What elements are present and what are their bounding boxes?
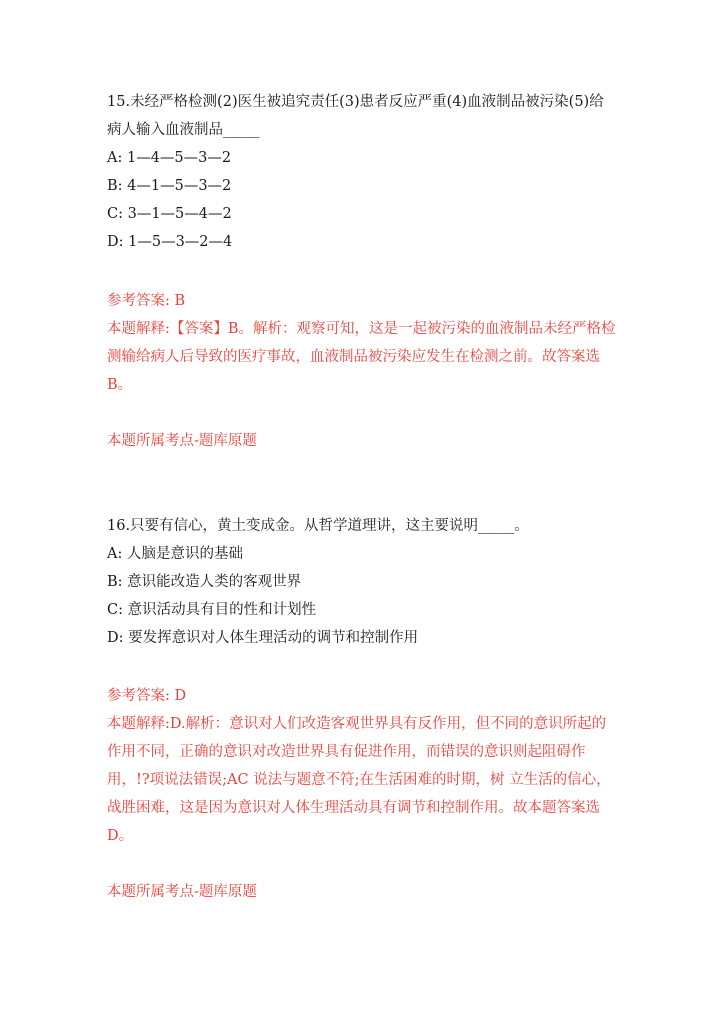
question-16-knowledge-block	[107, 878, 617, 906]
question-16-option-c: C: 意识活动具有目的性和计划性	[107, 602, 317, 618]
question-15-answer: 参考答案: B	[107, 293, 186, 309]
question-16-option-b: B: 意识能改造人类的客观世界	[107, 574, 302, 590]
question-15-stem: 15.未经严格检测(2)医生被追究责任(3)患者反应严重(4)血液制品被污染(5)给病人输入血液制品_____	[107, 94, 604, 138]
question-15-option-d: D: 1—5—3—2—4	[107, 234, 233, 250]
question-16-answer-block	[107, 682, 617, 850]
question-15-option-a: A: 1—4—5—3—2	[107, 150, 232, 166]
question-16-option-d: D: 要发挥意识对人体生理活动的调节和控制作用	[107, 630, 419, 646]
question-15-option-c: C: 3—1—5—4—2	[107, 206, 232, 222]
question-16-answer: 参考答案: D	[107, 688, 187, 704]
question-15-knowledge: 本题所属考点-题库原题	[107, 433, 257, 449]
question-15-knowledge-block	[107, 427, 617, 455]
question-16-explanation: 本题解释:D.解析：意识对人们改造客观世界具有反作用，但不同的意识所起的作用不同，正确的意识对改造世界具有促进作用，而错误的意识则起阻碍作用，!?项说法错误;AC 说法与题意不符;在生活困难的时期，树 立生活的信心，战胜困难，这是因为意识对人体生理活动具有调节和控制作用。故本题答案选D。	[107, 716, 611, 844]
question-16-knowledge: 本题所属考点-题库原题	[107, 884, 257, 900]
question-16-stem: 16.只要有信心，黄土变成金。从哲学道理讲，这主要说明_____。	[107, 518, 529, 534]
question-16	[107, 512, 617, 652]
question-15	[107, 88, 617, 256]
question-15-explanation: 本题解释:【答案】B。解析：观察可知，这是一起被污染的血液制品未经严格检测输给病人后导致的医疗事故，血液制品被污染应发生在检测之前。故答案选 B。	[107, 321, 616, 393]
question-15-answer-block	[107, 287, 617, 399]
question-15-option-b: B: 4—1—5—3—2	[107, 178, 232, 194]
question-16-option-a: A: 人脑是意识的基础	[107, 546, 243, 562]
